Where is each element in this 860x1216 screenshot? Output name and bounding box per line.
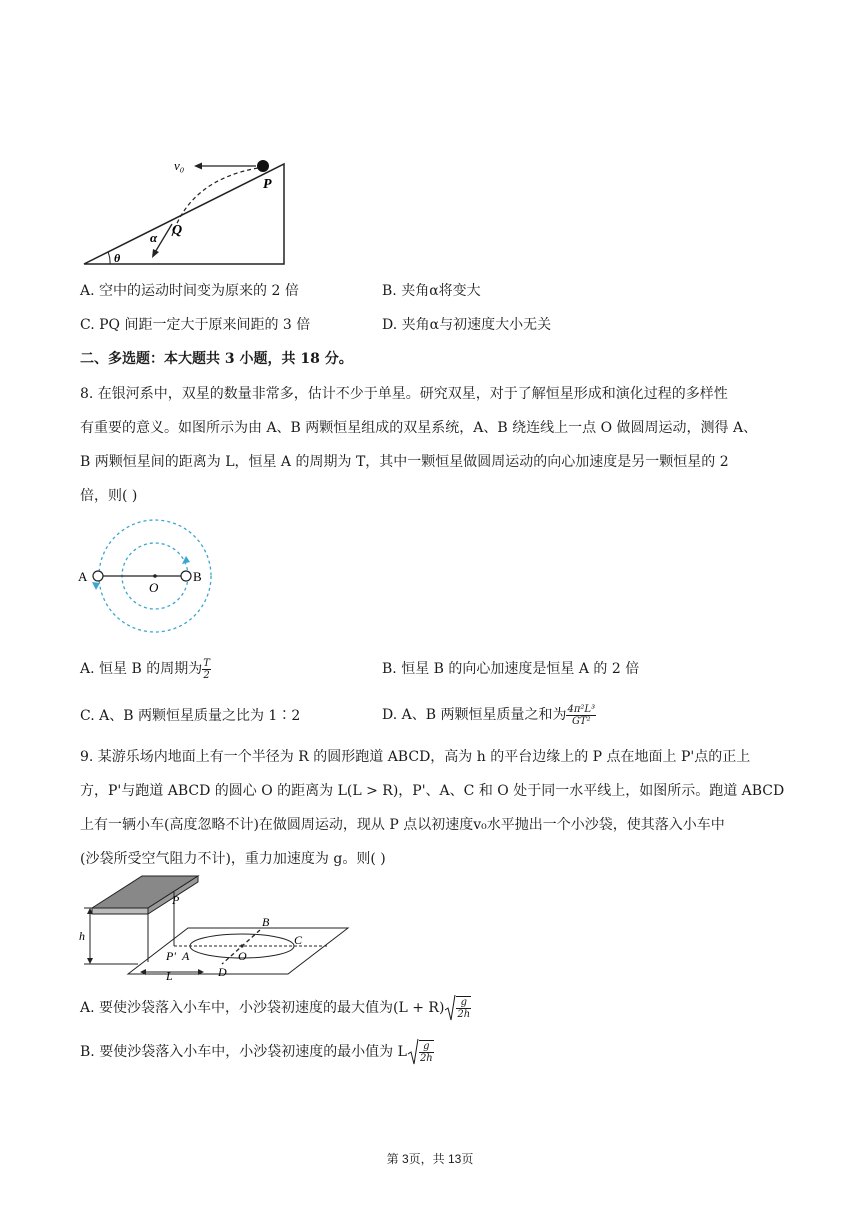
fraction-numerator: T	[203, 657, 210, 669]
label-O: O	[238, 949, 247, 963]
fraction-denominator: GT²	[571, 715, 591, 727]
q9-option-b[interactable]	[80, 1037, 434, 1067]
label-theta: θ	[114, 251, 121, 265]
fraction-denominator: 2	[203, 669, 210, 681]
binary-star-figure	[74, 518, 224, 640]
q8-option-a-text: A. 恒星 B 的周期为	[80, 661, 203, 677]
q9-stem-line3: 上有一辆小车(高度忽略不计)在做圆周运动，现从 P 点以初速度v₀水平抛出一个小沙袋，使其落入小车中	[80, 817, 725, 833]
q9-stem-line2: 方，P'与跑道 ABCD 的圆心 O 的距离为 L(L > R)，P'、A、C 和 O 处于同一水平线上，如图所示。跑道 ABCD	[80, 783, 785, 799]
page-footer: 第 3页，共 13页	[386, 1152, 474, 1166]
q8-option-a[interactable]	[80, 656, 211, 682]
q8-option-c[interactable]: C. A、B 两颗恒星质量之比为 1∶2	[80, 708, 301, 724]
fraction-g-over-2h	[419, 1040, 434, 1064]
incline-projectile-figure	[80, 150, 300, 270]
q9-stem-line1: 9. 某游乐场内地面上有一个半径为 R 的圆形跑道 ABCD，高为 h 的平台边缘上的 P 点在地面上 P'点的正上	[80, 749, 751, 765]
q7-option-b[interactable]: B. 夹角α将变大	[382, 283, 481, 299]
q9-option-b-text: B. 要使沙袋落入小车中，小沙袋初速度的最小值为 L	[80, 1044, 407, 1060]
fraction-denominator: 2h	[419, 1053, 433, 1064]
center-o-label: O	[149, 580, 159, 595]
label-L: L	[166, 969, 173, 980]
q7-option-c[interactable]: C. PQ 间距一定大于原来间距的 3 倍	[80, 317, 311, 333]
fraction-g-over-2h	[456, 996, 471, 1020]
q8-option-d-text: D. A、B 两颗恒星质量之和为	[382, 707, 567, 723]
q8-stem-line1: 8. 在银河系中，双星的数量非常多，估计不少于单星。研究双星，对于了解恒星形成和演化过程的多样性	[80, 386, 728, 402]
q8-stem-line4: 倍，则( )	[80, 488, 138, 504]
q9-stem-line4: (沙袋所受空气阻力不计)，重力加速度为 g。则( )	[80, 851, 386, 867]
fraction-numerator: g	[419, 1041, 434, 1053]
q8-stem-line3: B 两颗恒星间的距离为 L，恒星 A 的周期为 T，其中一颗恒星做圆周运动的向心加速度是另一颗恒星的 2	[80, 454, 729, 470]
q7-option-d[interactable]: D. 夹角α与初速度大小无关	[382, 317, 552, 333]
section-heading: 二、多选题：本大题共 3 小题，共 18 分。	[80, 351, 353, 367]
q8-stem-line2: 有重要的意义。如图所示为由 A、B 两颗恒星组成的双星系统，A、B 绕连线上一点 O 做圆周运动，测得 A、	[80, 420, 758, 436]
label-C: C	[294, 933, 303, 947]
q9-option-a-text: A. 要使沙袋落入小车中，小沙袋初速度的最大值为(L + R)	[80, 1000, 445, 1016]
label-P: P	[172, 893, 180, 907]
fraction-t-over-2	[202, 658, 211, 681]
label-alpha: α	[150, 230, 158, 245]
fraction-denominator: 2h	[457, 1009, 471, 1020]
q7-option-a[interactable]: A. 空中的运动时间变为原来的 2 倍	[80, 283, 299, 299]
label-B: B	[262, 915, 270, 929]
label-h: h	[79, 929, 85, 943]
platform-track-figure	[78, 872, 353, 980]
sqrt-radical	[407, 1037, 434, 1067]
label-v0: v₀	[174, 158, 185, 173]
label-Q: Q	[172, 223, 183, 238]
label-P: P	[263, 177, 272, 192]
fraction-numerator: 4π²L³	[567, 703, 596, 715]
q8-option-b[interactable]: B. 恒星 B 的向心加速度是恒星 A 的 2 倍	[382, 661, 640, 677]
fraction-mass-sum	[566, 704, 596, 727]
label-A: A	[182, 949, 190, 963]
sqrt-radical	[444, 993, 471, 1023]
q9-option-a[interactable]	[80, 993, 471, 1023]
label-D: D	[218, 965, 227, 979]
star-a-label: A	[78, 569, 88, 584]
label-P-prime: P'	[166, 949, 176, 963]
fraction-numerator: g	[456, 997, 471, 1009]
star-b-label: B	[193, 569, 202, 584]
q8-option-d[interactable]	[382, 702, 596, 728]
